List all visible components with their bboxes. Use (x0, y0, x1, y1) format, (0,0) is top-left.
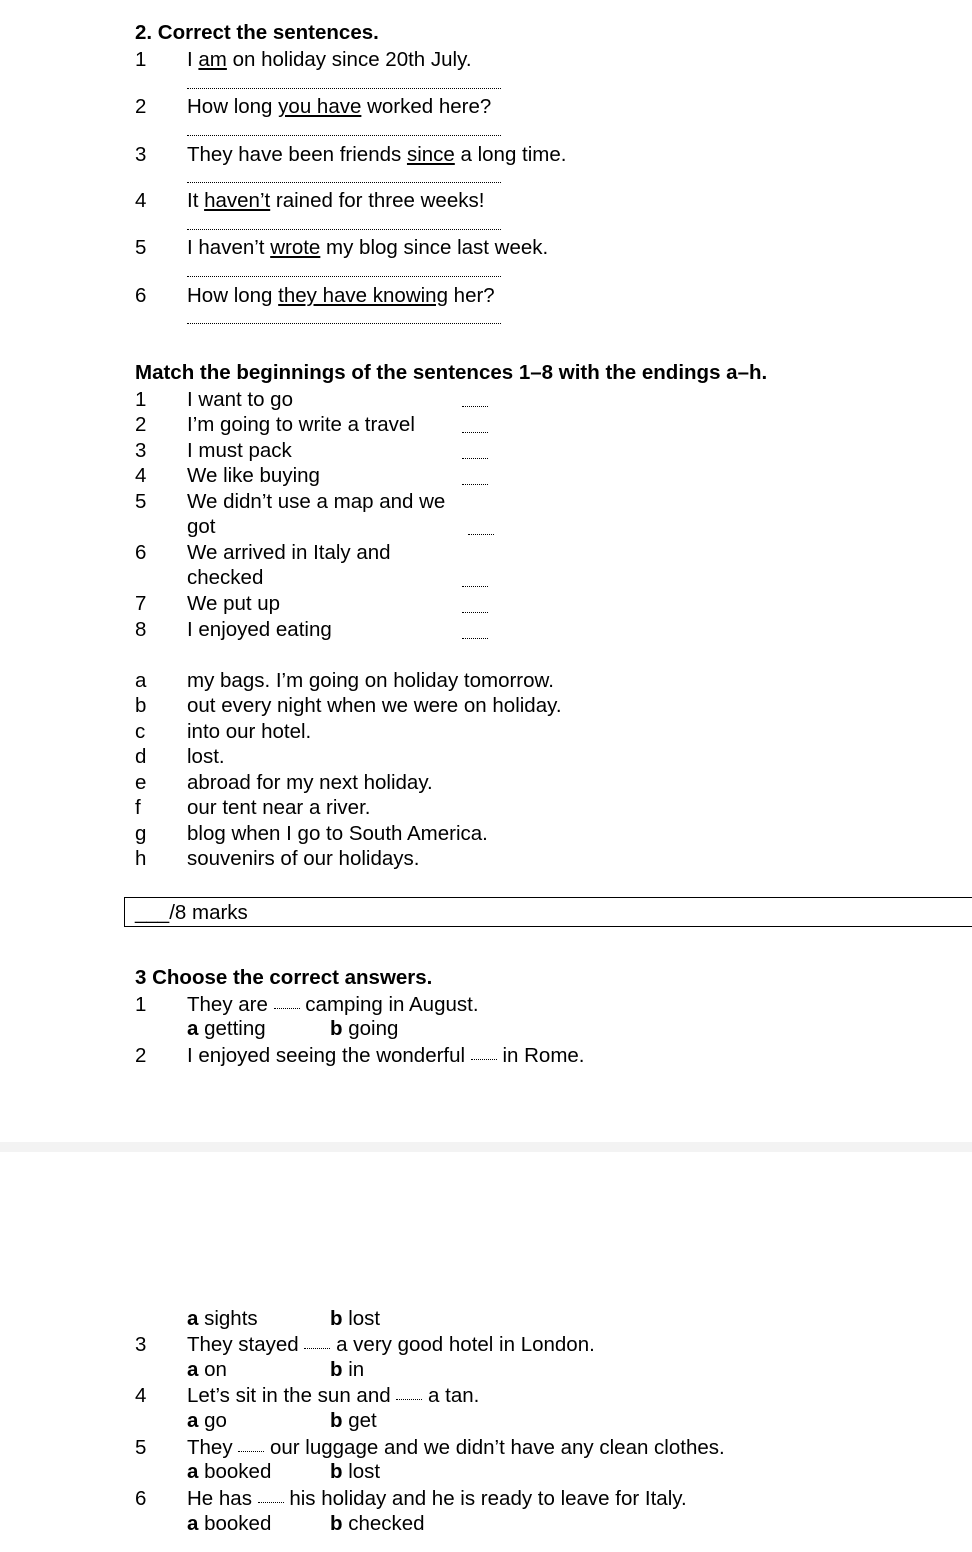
option-letter: a (187, 1358, 199, 1381)
answer-blank[interactable] (274, 1008, 300, 1009)
option-a[interactable] (187, 1511, 271, 1536)
answer-line[interactable] (187, 229, 501, 230)
match-answer-blank[interactable] (462, 432, 488, 433)
ending-text: out every night when we were on holiday. (187, 694, 562, 717)
option-letter: b (330, 1409, 343, 1432)
error-underlined: you have (278, 95, 362, 118)
option-text: checked (342, 1512, 425, 1535)
beginning-number: 6 (135, 541, 147, 564)
answer-line[interactable] (187, 182, 501, 183)
question-text (187, 1486, 687, 1511)
question-part: our luggage and we didn’t have any clean clothes. (264, 1436, 725, 1459)
ending-letter: c (135, 720, 146, 743)
option-letter: b (330, 1512, 343, 1535)
answer-blank[interactable] (238, 1451, 264, 1452)
option-text: sights (198, 1307, 258, 1330)
item-sentence (187, 47, 472, 72)
answer-line[interactable] (187, 323, 501, 324)
beginning-number: 3 (135, 439, 147, 462)
ending-letter: g (135, 822, 147, 845)
beginning-text: We like buying (187, 464, 320, 487)
option-letter: b (330, 1358, 343, 1381)
error-underlined: am (198, 48, 227, 71)
answer-blank[interactable] (258, 1502, 284, 1503)
beginning-text: I’m going to write a travel (187, 413, 415, 436)
question-part: They stayed (187, 1333, 305, 1356)
beginning-text: got (187, 515, 216, 538)
marks-label: ___/8 marks (135, 901, 248, 924)
sentence-text: rained for three weeks! (270, 189, 485, 212)
marks-box (124, 897, 972, 927)
option-b[interactable] (330, 1511, 425, 1536)
option-text: go (198, 1409, 227, 1432)
option-text: lost (342, 1307, 381, 1330)
question-part: Let’s sit in the sun and (187, 1384, 397, 1407)
sentence-text: my blog since last week. (320, 236, 549, 259)
sentence-text: on holiday since 20th July. (226, 48, 472, 71)
item-number: 1 (135, 993, 147, 1016)
answer-line[interactable] (187, 276, 501, 277)
answer-line[interactable] (187, 135, 501, 136)
sentence-text: How long (187, 95, 279, 118)
item-sentence (187, 188, 484, 213)
item-number: 4 (135, 1384, 147, 1407)
question-text (187, 1435, 725, 1460)
option-letter: b (330, 1460, 343, 1483)
option-letter: a (187, 1512, 199, 1535)
beginning-text: checked (187, 566, 264, 589)
beginning-text: I enjoyed eating (187, 618, 332, 641)
question-part: They are (187, 993, 274, 1016)
match-answer-blank[interactable] (462, 458, 488, 459)
answer-blank[interactable] (304, 1348, 330, 1349)
match-answer-blank[interactable] (462, 406, 488, 407)
question-part: in Rome. (496, 1044, 585, 1067)
item-number: 2 (135, 1044, 147, 1067)
beginning-number: 5 (135, 490, 147, 513)
item-number: 3 (135, 1333, 147, 1356)
item-number: 6 (135, 284, 147, 307)
option-letter: a (187, 1307, 199, 1330)
item-number: 2 (135, 95, 147, 118)
sentence-text: I haven’t (187, 236, 271, 259)
question-part: I enjoyed seeing the wonderful (187, 1044, 471, 1067)
beginning-text: I must pack (187, 439, 292, 462)
answer-blank[interactable] (471, 1059, 497, 1060)
ending-letter: a (135, 669, 147, 692)
item-number: 5 (135, 1436, 147, 1459)
ending-text: blog when I go to South America. (187, 822, 488, 845)
question-part: camping in August. (299, 993, 479, 1016)
sentence-text: It (187, 189, 205, 212)
option-text: getting (198, 1017, 266, 1040)
sentence-text: They have been friends (187, 143, 407, 166)
beginning-number: 2 (135, 413, 147, 436)
worksheet-page-2 (0, 1152, 972, 1552)
ending-letter: f (135, 796, 141, 819)
option-b[interactable] (330, 1408, 377, 1433)
sentence-text: her? (447, 284, 495, 307)
beginning-number: 4 (135, 464, 147, 487)
beginning-number: 8 (135, 618, 147, 641)
option-b[interactable] (330, 1357, 364, 1382)
match-answer-blank[interactable] (462, 484, 488, 485)
question-part: a tan. (422, 1384, 480, 1407)
item-sentence (187, 235, 548, 260)
match-answer-blank[interactable] (462, 638, 488, 639)
option-a[interactable] (187, 1357, 227, 1382)
question-part: They (187, 1436, 239, 1459)
beginning-text: We arrived in Italy and (187, 541, 391, 564)
option-a[interactable] (187, 1408, 227, 1433)
option-text: lost (342, 1460, 381, 1483)
match-answer-blank[interactable] (462, 586, 488, 587)
sentence-text: I (187, 48, 199, 71)
option-text: get (342, 1409, 377, 1432)
option-letter: a (187, 1460, 199, 1483)
option-letter: b (330, 1307, 343, 1330)
choose-heading: 3 Choose the correct answers. (135, 966, 433, 989)
ending-text: our tent near a river. (187, 796, 371, 819)
option-text: on (198, 1358, 227, 1381)
item-number: 3 (135, 143, 147, 166)
ending-text: my bags. I’m going on holiday tomorrow. (187, 669, 554, 692)
item-sentence (187, 283, 495, 308)
beginning-number: 1 (135, 388, 147, 411)
option-b[interactable] (330, 1016, 398, 1041)
question-text (187, 1383, 479, 1408)
option-text: going (342, 1017, 399, 1040)
item-number: 4 (135, 189, 147, 212)
option-text: booked (198, 1460, 272, 1483)
ending-text: souvenirs of our holidays. (187, 847, 420, 870)
option-b[interactable] (330, 1459, 380, 1484)
option-a[interactable] (187, 1016, 266, 1041)
item-number: 1 (135, 48, 147, 71)
question-part: his holiday and he is ready to leave for Italy. (283, 1487, 687, 1510)
sentence-text: a long time. (454, 143, 567, 166)
ending-letter: h (135, 847, 147, 870)
correct-heading: 2. Correct the sentences. (135, 21, 379, 44)
ending-letter: e (135, 771, 147, 794)
beginning-text: We put up (187, 592, 281, 615)
option-text: in (342, 1358, 365, 1381)
beginning-text: We didn’t use a map and we (187, 490, 446, 513)
option-letter: b (330, 1017, 343, 1040)
beginning-text: I want to go (187, 388, 293, 411)
question-text (187, 992, 479, 1017)
item-number: 6 (135, 1487, 147, 1510)
question-part: He has (187, 1487, 258, 1510)
option-b[interactable] (330, 1306, 380, 1331)
error-underlined: they have knowing (278, 284, 448, 307)
answer-line[interactable] (187, 88, 501, 89)
item-number: 5 (135, 236, 147, 259)
match-answer-blank[interactable] (468, 534, 494, 535)
ending-text: into our hotel. (187, 720, 312, 743)
question-text (187, 1332, 595, 1357)
ending-letter: d (135, 745, 147, 768)
match-answer-blank[interactable] (462, 612, 488, 613)
ending-text: lost. (187, 745, 225, 768)
sentence-text: worked here? (361, 95, 492, 118)
option-letter: a (187, 1017, 199, 1040)
option-a[interactable] (187, 1306, 258, 1331)
error-underlined: haven’t (204, 189, 271, 212)
ending-letter: b (135, 694, 147, 717)
beginning-number: 7 (135, 592, 147, 615)
question-text (187, 1043, 585, 1068)
option-letter: a (187, 1409, 199, 1432)
question-part: a very good hotel in London. (330, 1333, 595, 1356)
sentence-text: How long (187, 284, 279, 307)
option-text: booked (198, 1512, 272, 1535)
match-heading: Match the beginnings of the sentences 1–8 with the endings a–h. (135, 361, 768, 384)
item-sentence (187, 94, 491, 119)
ending-text: abroad for my next holiday. (187, 771, 433, 794)
item-sentence (187, 142, 566, 167)
option-a[interactable] (187, 1459, 271, 1484)
error-underlined: wrote (270, 236, 321, 259)
answer-blank[interactable] (396, 1399, 422, 1400)
error-underlined: since (406, 143, 455, 166)
page-break (0, 1142, 972, 1152)
